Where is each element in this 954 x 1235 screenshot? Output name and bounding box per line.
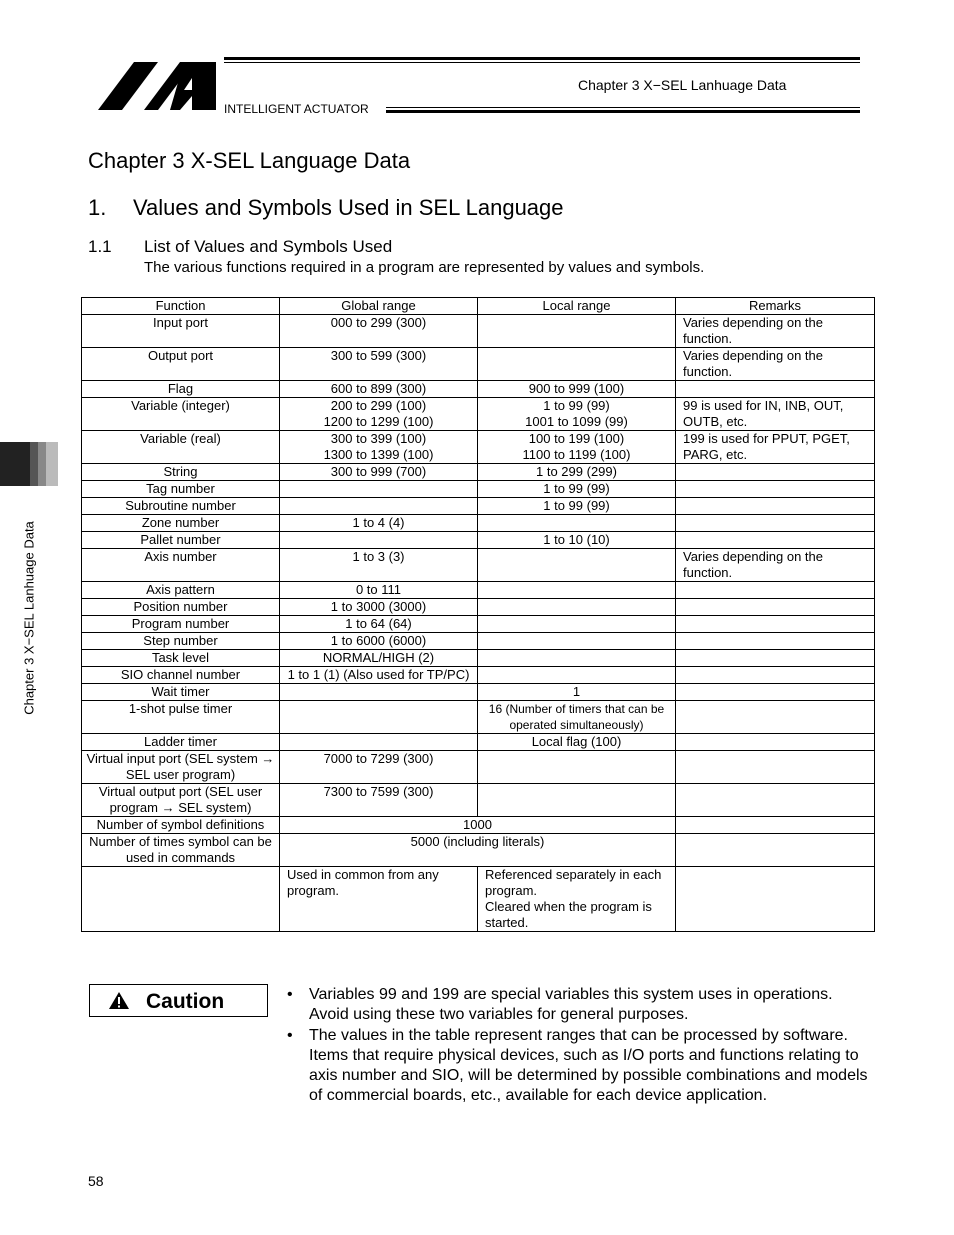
table-cell: 16 (Number of timers that can be operated simultaneously)	[478, 701, 676, 734]
table-cell	[676, 784, 875, 817]
table-row	[82, 315, 875, 348]
table-cell	[478, 784, 676, 817]
table-cell: Pallet number	[82, 532, 280, 549]
table-cell: Virtual output port (SEL user program → SEL system)	[82, 784, 280, 817]
caution-bullet-text: The values in the table represent ranges that can be processed by software. Items that require physical devices, such as I/O ports and functions relating to axis number and SIO, will be determined by possible combinations and models of commercial boards, etc., available for each device application.	[309, 1027, 868, 1104]
table-cell: 200 to 299 (100) 1200 to 1299 (100)	[280, 398, 478, 431]
table-cell: 7300 to 7599 (300)	[280, 784, 478, 817]
table-cell: Referenced separately in each program. Cleared when the program is started.	[478, 867, 676, 932]
table-cell	[676, 817, 875, 834]
header-rule-top	[224, 57, 860, 60]
table-cell: 000 to 299 (300)	[280, 315, 478, 348]
table-cell: 7000 to 7299 (300)	[280, 751, 478, 784]
table-cell: 1 to 299 (299)	[478, 464, 676, 481]
table-row	[82, 582, 875, 599]
table-cell	[676, 650, 875, 667]
table-header-cell: Remarks	[676, 298, 875, 315]
table-cell: Virtual input port (SEL system → SEL user program)	[82, 751, 280, 784]
table-cell	[676, 633, 875, 650]
page-number: 58	[88, 1173, 104, 1189]
table-cell	[478, 582, 676, 599]
table-row	[82, 734, 875, 751]
table-cell: 600 to 899 (300)	[280, 381, 478, 398]
section-number: 1.	[88, 195, 107, 220]
table-cell: Zone number	[82, 515, 280, 532]
table-row	[82, 515, 875, 532]
header-rule-top-thin	[224, 62, 860, 63]
caution-box	[89, 984, 268, 1017]
chapter-title: Chapter 3 X-SEL Language Data	[88, 148, 411, 173]
iai-logo-icon	[96, 58, 220, 112]
chapter-side-tab	[0, 442, 58, 486]
table-cell	[676, 684, 875, 701]
table-cell: Varies depending on the function.	[676, 549, 875, 582]
table-cell: Input port	[82, 315, 280, 348]
table-row	[82, 684, 875, 701]
table-cell: 5000 (including literals)	[280, 834, 676, 867]
table-cell	[676, 515, 875, 532]
table-cell	[676, 751, 875, 784]
table-cell: Program number	[82, 616, 280, 633]
table-cell	[676, 599, 875, 616]
table-row	[82, 817, 875, 834]
table-cell	[478, 633, 676, 650]
table-cell: 300 to 999 (700)	[280, 464, 478, 481]
table-cell	[676, 498, 875, 515]
table-cell: 300 to 399 (100) 1300 to 1399 (100)	[280, 431, 478, 464]
table-row	[82, 701, 875, 734]
table-cell: 1 to 10 (10)	[478, 532, 676, 549]
table-cell: 900 to 999 (100)	[478, 381, 676, 398]
table-cell: 1 to 4 (4)	[280, 515, 478, 532]
table-row	[82, 667, 875, 684]
table-cell	[676, 667, 875, 684]
table-row	[82, 348, 875, 381]
table-cell	[478, 315, 676, 348]
table-row	[82, 464, 875, 481]
table-cell: Step number	[82, 633, 280, 650]
subsection-number: 1.1	[88, 237, 112, 256]
subsection-title: List of Values and Symbols Used	[144, 237, 393, 256]
table-cell: 99 is used for IN, INB, OUT, OUTB, etc.	[676, 398, 875, 431]
brand-name: INTELLIGENT ACTUATOR	[224, 102, 369, 116]
table-cell: 1000	[280, 817, 676, 834]
intro-text: The various functions required in a program are represented by values and symbols.	[144, 259, 705, 276]
table-header-row	[82, 298, 875, 315]
table-cell: Variable (real)	[82, 431, 280, 464]
caution-bullet: • Variables 99 and 199 are special variables this system uses in operations. Avoid using these two variables for general purposes.	[287, 986, 833, 1023]
caution-list	[285, 985, 875, 1107]
table-cell: 100 to 199 (100) 1100 to 1199 (100)	[478, 431, 676, 464]
table-header-cell: Global range	[280, 298, 478, 315]
table-cell: Number of symbol definitions	[82, 817, 280, 834]
table-cell	[478, 667, 676, 684]
header-rule-bottom-thin	[386, 107, 860, 108]
table-cell: SIO channel number	[82, 667, 280, 684]
warning-triangle-icon	[108, 991, 130, 1010]
table-cell	[676, 867, 875, 932]
table-row	[82, 599, 875, 616]
header-chapter: Chapter 3 X−SEL Lanhuage Data	[578, 77, 787, 93]
table-cell: 1 to 99 (99)	[478, 481, 676, 498]
table-cell	[280, 684, 478, 701]
table-cell	[478, 599, 676, 616]
table-cell	[280, 701, 478, 734]
table-row	[82, 616, 875, 633]
table-cell: Number of times symbol can be used in commands	[82, 834, 280, 867]
table-cell: Position number	[82, 599, 280, 616]
table-cell	[478, 515, 676, 532]
table-cell	[82, 867, 280, 932]
table-cell: 0 to 111	[280, 582, 478, 599]
table-cell	[676, 734, 875, 751]
table-header-cell: Local range	[478, 298, 676, 315]
table-cell	[478, 348, 676, 381]
table-cell: Wait timer	[82, 684, 280, 701]
caution-bullet: • The values in the table represent ranges that can be processed by software. Items that require physical devices, such as I/O ports and functions relating to axis number and SIO, will be determined by possible combinations and models of commercial boards, etc., available for each device application.	[287, 1027, 868, 1104]
table-row	[82, 751, 875, 784]
table-header-cell: Function	[82, 298, 280, 315]
table-cell: 1 to 1 (1) (Also used for TP/PC)	[280, 667, 478, 684]
table-cell: 1 to 99 (99) 1001 to 1099 (99)	[478, 398, 676, 431]
table-cell: 1 to 99 (99)	[478, 498, 676, 515]
table-cell	[676, 481, 875, 498]
table-row	[82, 481, 875, 498]
table-row	[82, 633, 875, 650]
table-row	[82, 398, 875, 431]
table-cell: Output port	[82, 348, 280, 381]
table-cell	[478, 616, 676, 633]
caution-label: Caution	[146, 990, 225, 1013]
table-cell: Ladder timer	[82, 734, 280, 751]
values-symbols-table	[81, 297, 875, 932]
table-cell: Subroutine number	[82, 498, 280, 515]
header-rule-bottom	[386, 110, 860, 113]
table-cell: Used in common from any program.	[280, 867, 478, 932]
table-cell: String	[82, 464, 280, 481]
table-cell	[478, 650, 676, 667]
table-cell: 1 to 64 (64)	[280, 616, 478, 633]
table-cell: Flag	[82, 381, 280, 398]
table-cell: 199 is used for PPUT, PGET, PARG, etc.	[676, 431, 875, 464]
table-cell	[478, 549, 676, 582]
table-cell: Varies depending on the function.	[676, 315, 875, 348]
table-row	[82, 867, 875, 932]
table-row	[82, 784, 875, 817]
table-row	[82, 381, 875, 398]
table-cell	[676, 464, 875, 481]
table-cell	[280, 734, 478, 751]
table-cell	[676, 532, 875, 549]
table-cell	[280, 498, 478, 515]
caution-bullet-text: Variables 99 and 199 are special variables this system uses in operations. Avoid using these two variables for general purposes.	[309, 986, 833, 1023]
table-row	[82, 549, 875, 582]
table-cell: 1	[478, 684, 676, 701]
table-row	[82, 431, 875, 464]
side-chapter-label: Chapter 3 X−SEL Lanhuage Data	[21, 521, 37, 715]
table-row	[82, 650, 875, 667]
table-cell: Task level	[82, 650, 280, 667]
table-cell: 1 to 6000 (6000)	[280, 633, 478, 650]
table-cell	[676, 616, 875, 633]
table-cell: 300 to 599 (300)	[280, 348, 478, 381]
table-cell	[676, 381, 875, 398]
table-cell	[280, 481, 478, 498]
table-cell: NORMAL/HIGH (2)	[280, 650, 478, 667]
section-title: Values and Symbols Used in SEL Language	[133, 195, 564, 220]
table-cell	[676, 834, 875, 867]
table-cell	[280, 532, 478, 549]
table-row	[82, 532, 875, 549]
table-cell: Varies depending on the function.	[676, 348, 875, 381]
table-row	[82, 498, 875, 515]
table-cell: Tag number	[82, 481, 280, 498]
table-cell: Axis number	[82, 549, 280, 582]
table-cell: 1 to 3 (3)	[280, 549, 478, 582]
table-row	[82, 834, 875, 867]
table-cell	[676, 582, 875, 599]
table-cell: Axis pattern	[82, 582, 280, 599]
table-cell: Variable (integer)	[82, 398, 280, 431]
table-cell: Local flag (100)	[478, 734, 676, 751]
table-cell: 1-shot pulse timer	[82, 701, 280, 734]
table-cell	[478, 751, 676, 784]
table-cell	[676, 701, 875, 734]
table-cell: 1 to 3000 (3000)	[280, 599, 478, 616]
